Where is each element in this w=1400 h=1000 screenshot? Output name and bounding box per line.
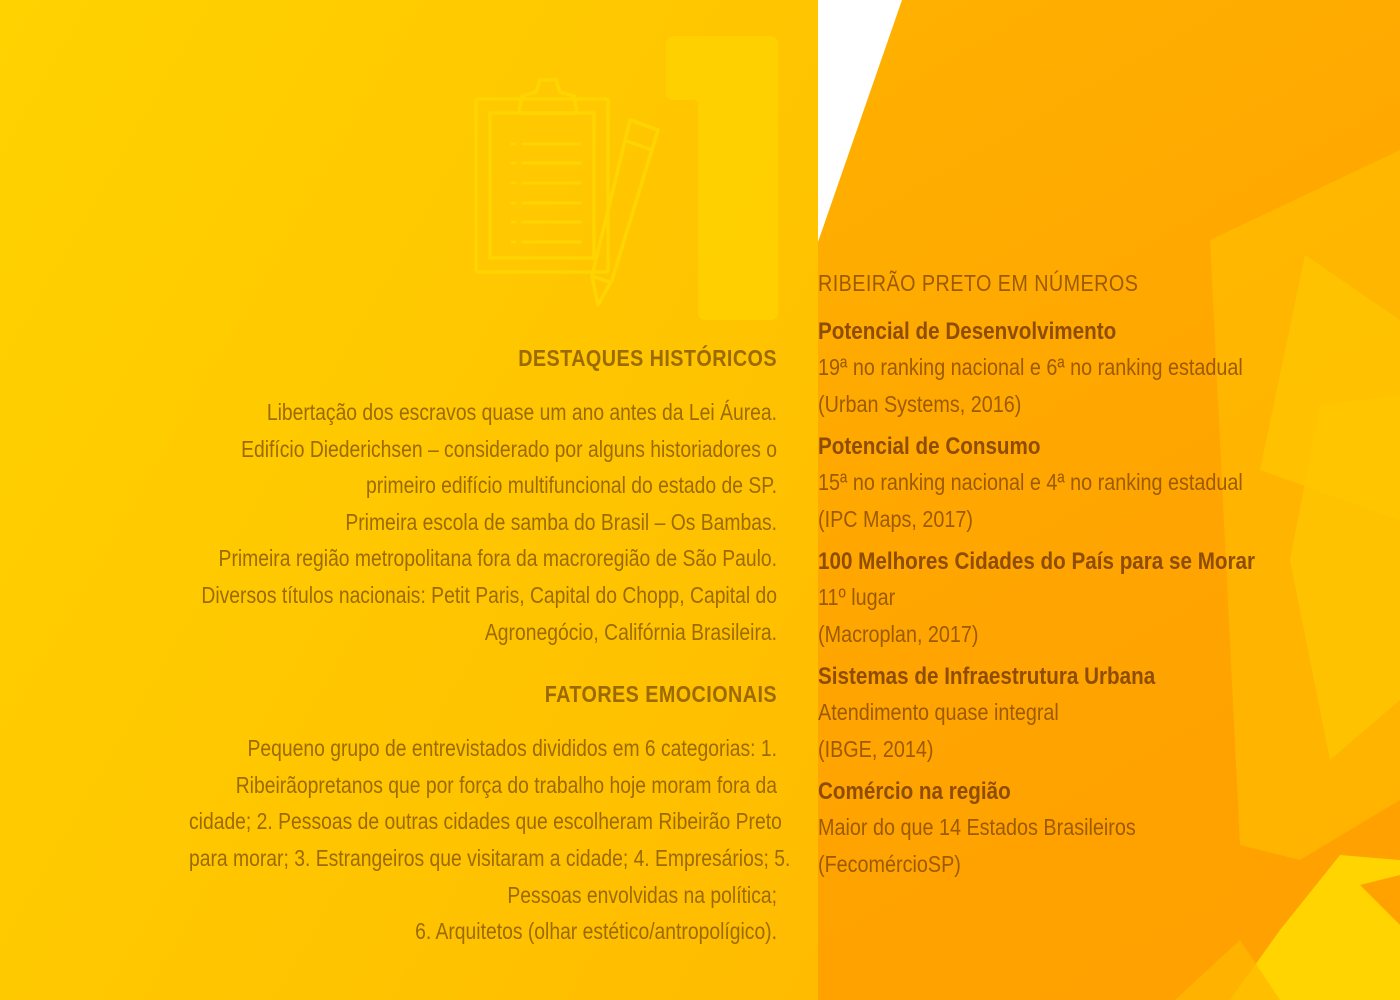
historical-line: Primeira escola de samba do Brasil – Os Bambas. (345, 508, 777, 535)
big-number-one (666, 36, 778, 320)
emotional-line: cidade; 2. Pessoas de outras cidades que escolheram Ribeirão Preto (189, 808, 782, 835)
stat-block (818, 315, 1378, 422)
emotional-line: Ribeirãopretanos que por força do trabalho hoje moram fora da (235, 771, 778, 798)
stat-source: (IBGE, 2014) (818, 735, 934, 762)
historical-line: primeiro edifício multifuncional do estado de SP. (366, 472, 777, 499)
stat-line: 19ª no ranking nacional e 6ª no ranking estadual (818, 354, 1243, 380)
stat-title: Potencial de Desenvolvimento (818, 318, 1117, 345)
historical-line: Diversos títulos nacionais: Petit Paris, Capital do Chopp, Capital do (201, 581, 777, 608)
stat-title: Sistemas de Infraestrutura Urbana (818, 663, 1156, 690)
emotional-line: Pessoas envolvidas na política; (507, 881, 777, 908)
stat-source: (FecomércioSP) (818, 850, 961, 877)
stat-line: Maior do que 14 Estados Brasileiros (818, 814, 1136, 840)
stat-block (818, 545, 1378, 652)
numbers-heading: RIBEIRÃO PRETO EM NÚMEROS (818, 270, 1139, 296)
historical-line: Primeira região metropolitana fora da macroregião de São Paulo. (218, 545, 777, 572)
historical-line: Edifício Diederichsen – considerado por alguns historiadores o (241, 435, 777, 462)
stat-title: Comércio na região (818, 778, 1011, 805)
left-column (77, 340, 791, 950)
stat-line: 11º lugar (818, 584, 896, 610)
stat-source: (IPC Maps, 2017) (818, 505, 974, 532)
emotional-line: 6. Arquitetos (olhar estético/antropolígico). (415, 918, 777, 945)
historical-heading: DESTAQUES HISTÓRICOS (518, 345, 777, 371)
stat-title: 100 Melhores Cidades do País para se Morar (818, 548, 1256, 575)
historical-line: Agronegócio, Califórnia Brasileira. (484, 618, 777, 645)
stat-line: 15ª no ranking nacional e 4ª no ranking estadual (818, 469, 1243, 495)
stat-block (818, 660, 1378, 767)
stat-source: (Macroplan, 2017) (818, 620, 979, 647)
historical-line: Libertação dos escravos quase um ano antes da Lei Áurea. (266, 399, 777, 425)
stat-line: Atendimento quase integral (818, 699, 1059, 725)
white-wedge-shape (818, 0, 902, 242)
stat-source: (Urban Systems, 2016) (818, 390, 1022, 417)
emotional-line: para morar; 3. Estrangeiros que visitaram a cidade; 4. Empresários; 5. (189, 844, 791, 871)
clipboard-icon (476, 80, 608, 272)
emotional-text (189, 730, 791, 950)
stat-title: Potencial de Consumo (818, 433, 1041, 460)
emotional-line: Pequeno grupo de entrevistados divididos em 6 categorias: 1. (247, 735, 778, 762)
stat-block (818, 775, 1378, 882)
historical-text (189, 394, 777, 650)
stat-block (818, 430, 1378, 537)
pencil-icon (592, 120, 658, 305)
right-column (818, 265, 1378, 890)
emotional-heading: FATORES EMOCIONAIS (544, 681, 777, 708)
